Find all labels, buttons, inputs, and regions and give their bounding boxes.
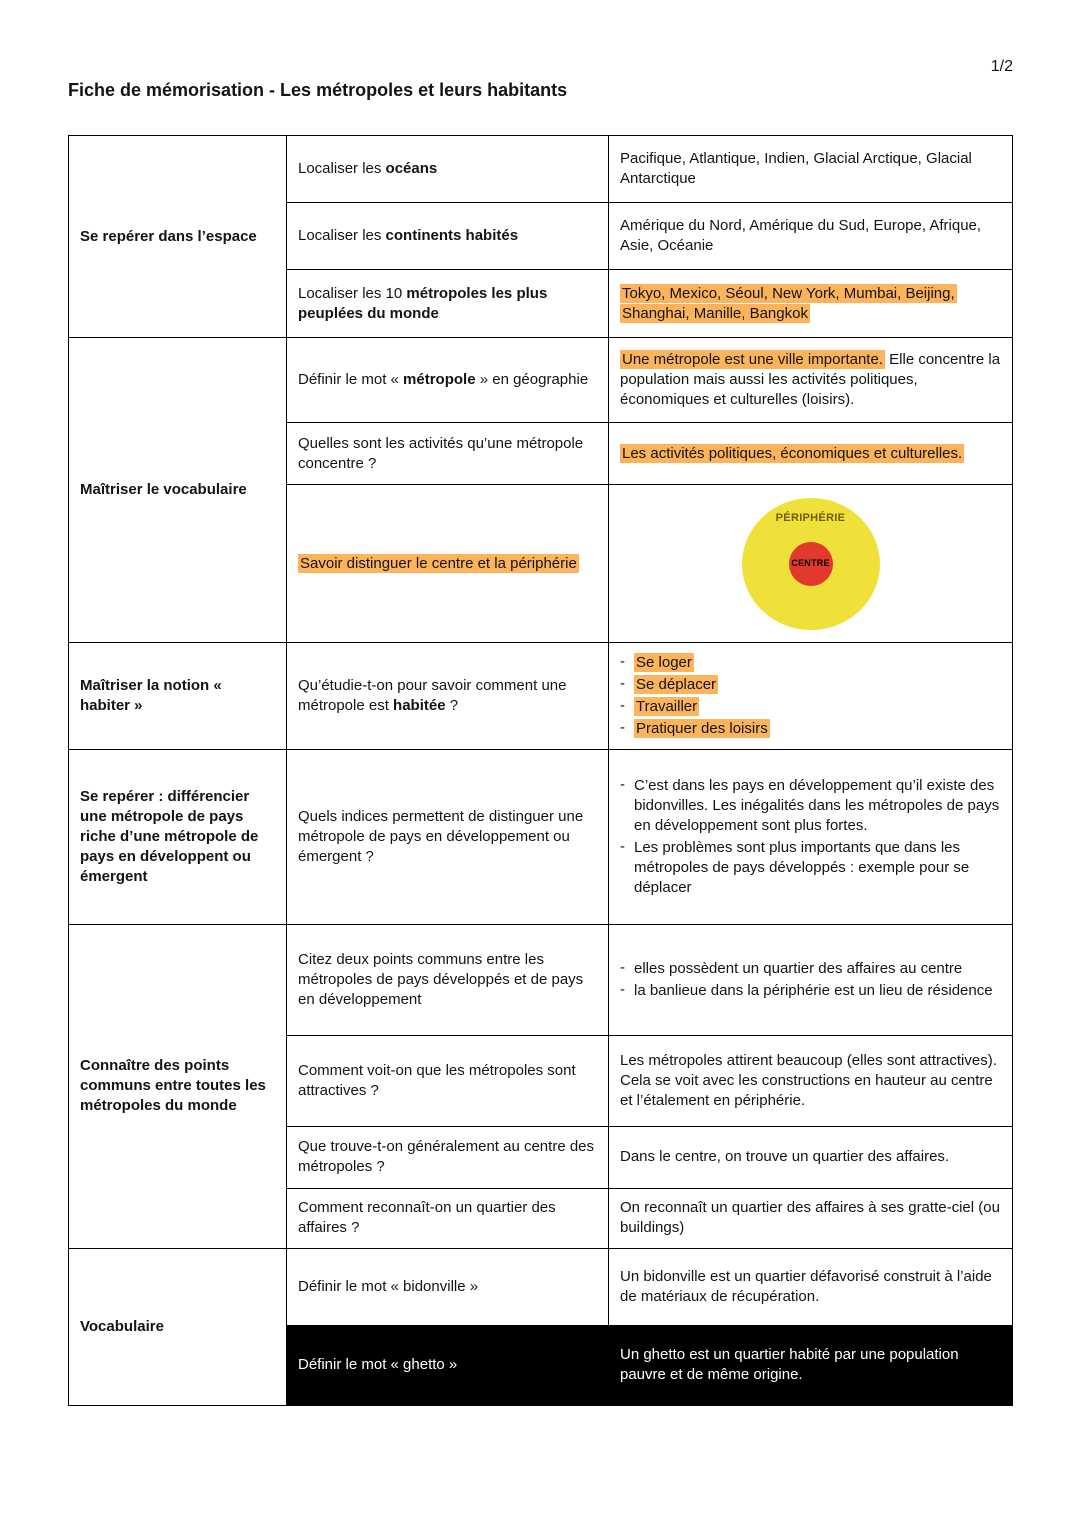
bullet-dash: - (620, 696, 625, 714)
question-text: Que trouve-t-on généralement au centre des métropoles ? (298, 1138, 595, 1176)
bullet-text: elles possèdent un quartier des affaires au centre (634, 959, 963, 977)
answer-text-highlighted: Tokyo, Mexico, Séoul, New York, Mumbai, Beijing, Shanghai, Manille, Bangkok (622, 284, 955, 322)
bullet-text: la banlieue dans la périphérie est un lieu de résidence (634, 981, 993, 999)
category-cell: Maîtriser le vocabulaire (69, 338, 287, 643)
answer-cell (609, 1248, 1013, 1325)
question-text: Qu’étudie-t-on pour savoir comment une métropole est (298, 676, 567, 714)
bullet-dash: - (620, 980, 625, 998)
question-cell (287, 423, 609, 485)
bullet-text: C’est dans les pays en développement qu’il existe des bidonvilles. Les inégalités dans les métropoles de pays en développement sont plus fortes. (634, 776, 1000, 834)
category-cell: Vocabulaire (69, 1248, 287, 1405)
question-text: » en géographie (475, 371, 589, 389)
question-text-bold: continents habités (385, 227, 519, 245)
question-text: Localiser les (298, 160, 386, 178)
answer-cell (609, 423, 1013, 485)
answer-cell (609, 1035, 1013, 1126)
list-item (620, 697, 1001, 717)
question-cell (287, 136, 609, 203)
answer-text: On reconnaît un quartier des affaires à ses gratte-ciel (ou buildings) (620, 1199, 1000, 1237)
answer-cell (609, 643, 1013, 750)
question-cell (287, 1325, 609, 1405)
answer-text: Dans le centre, on trouve un quartier des affaires. (620, 1148, 950, 1166)
answer-text: Un ghetto est un quartier habité par une population pauvre et de même origine. (620, 1346, 959, 1384)
question-text: Citez deux points communs entre les métropoles de pays développés et de pays en développement (298, 950, 584, 1008)
question-cell (287, 1248, 609, 1325)
bullet-text-highlighted: Se loger (636, 654, 692, 671)
list-item (620, 675, 1001, 695)
question-text: Définir le mot « (298, 371, 404, 389)
answer-cell (609, 203, 1013, 270)
answer-text-highlighted: Les activités politiques, économiques et culturelles. (622, 444, 963, 462)
list-item (620, 719, 1001, 739)
bullet-text-highlighted: Travailler (636, 697, 698, 715)
page-title: Fiche de mémorisation - Les métropoles et leurs habitants (68, 80, 568, 100)
question-text: Comment voit-on que les métropoles sont attractives ? (298, 1061, 576, 1099)
answer-cell (609, 749, 1013, 924)
table-row (69, 338, 1013, 423)
question-text: Localiser les 10 (298, 284, 407, 302)
question-cell (287, 1126, 609, 1188)
table-row (69, 1248, 1013, 1325)
question-text-bold: métropoles les plus peuplées du monde (298, 284, 548, 322)
answer-cell (609, 338, 1013, 423)
answer-cell (609, 485, 1013, 643)
list-item (620, 653, 1001, 673)
question-cell (287, 643, 609, 750)
answer-cell (609, 1325, 1013, 1405)
question-text: Comment reconnaît-on un quartier des affaires ? (298, 1199, 556, 1237)
question-text-highlighted: Savoir distinguer le centre et la périphérie (300, 554, 577, 572)
question-text-bold: habitée (393, 696, 446, 714)
list-item (620, 959, 1001, 979)
question-text-bold: métropole (403, 371, 476, 389)
bullet-dash: - (620, 674, 625, 692)
question-cell (287, 924, 609, 1035)
question-text-bold: océans (385, 160, 438, 178)
question-cell (287, 338, 609, 423)
question-text: Définir le mot « bidonville » (298, 1277, 479, 1295)
question-text: ? (445, 696, 459, 714)
question-text: Définir le mot « ghetto » (298, 1356, 458, 1374)
center-periphery-diagram (620, 498, 1001, 630)
answer-text: Les métropoles attirent beaucoup (elles sont attractives). Cela se voit avec les constructions en hauteur au centre et l’étalement en périphérie. (620, 1051, 997, 1109)
center-label: CENTRE (791, 557, 830, 568)
table-row (69, 643, 1013, 750)
periphery-label: PÉRIPHÉRIE (775, 511, 846, 524)
bullet-dash: - (620, 653, 625, 670)
category-cell: Maîtriser la notion « habiter » (69, 643, 287, 750)
list-item (620, 981, 1001, 1001)
question-text: Quels indices permettent de distinguer une métropole de pays en développement ou émergent ? (298, 807, 584, 865)
list-item (620, 776, 1001, 836)
answer-text: Un bidonville est un quartier défavorisé construit à l’aide de matériaux de récupération. (620, 1267, 992, 1305)
question-cell (287, 1188, 609, 1248)
bullet-dash: - (620, 837, 625, 855)
answer-text: Pacifique, Atlantique, Indien, Glacial Arctique, Glacial Antarctique (620, 150, 972, 187)
memorization-table (68, 135, 1013, 1406)
bullet-text: Les problèmes sont plus importants que dans les métropoles de pays développés : exemple pour se déplacer (634, 838, 970, 896)
table-row (69, 749, 1013, 924)
list-item (620, 838, 1001, 898)
question-cell (287, 270, 609, 338)
page-number: 1/2 (990, 58, 1013, 75)
category-cell: Se repérer : différencier une métropole de pays riche d’une métropole de pays en développent ou émergent (69, 749, 287, 924)
answer-text: Elle concentre la population mais aussi les activités politiques, économiques et culturelles (loisirs). (620, 351, 1001, 408)
question-cell (287, 1035, 609, 1126)
bullet-dash: - (620, 958, 625, 976)
bullet-text-highlighted: Se déplacer (636, 675, 717, 693)
table-row (69, 924, 1013, 1035)
question-cell (287, 485, 609, 643)
answer-cell (609, 136, 1013, 203)
bullet-dash: - (620, 775, 625, 793)
question-cell (287, 203, 609, 270)
answer-cell (609, 1126, 1013, 1188)
category-cell: Se repérer dans l’espace (69, 136, 287, 338)
bullet-dash: - (620, 718, 625, 736)
periphery-circle (742, 498, 880, 630)
category-cell: Connaître des points communs entre toutes les métropoles du monde (69, 924, 287, 1248)
answer-text-highlighted: Une métropole est une ville importante. (622, 351, 883, 369)
bullet-text-highlighted: Pratiquer des loisirs (636, 719, 768, 737)
answer-text: Amérique du Nord, Amérique du Sud, Europe, Afrique, Asie, Océanie (620, 217, 982, 254)
answer-cell (609, 924, 1013, 1035)
table-row (69, 136, 1013, 203)
question-cell (287, 749, 609, 924)
question-text: Quelles sont les activités qu’une métropole concentre ? (298, 434, 584, 472)
answer-cell (609, 1188, 1013, 1248)
answer-cell (609, 270, 1013, 338)
center-circle (789, 542, 833, 586)
question-text: Localiser les (298, 227, 386, 245)
